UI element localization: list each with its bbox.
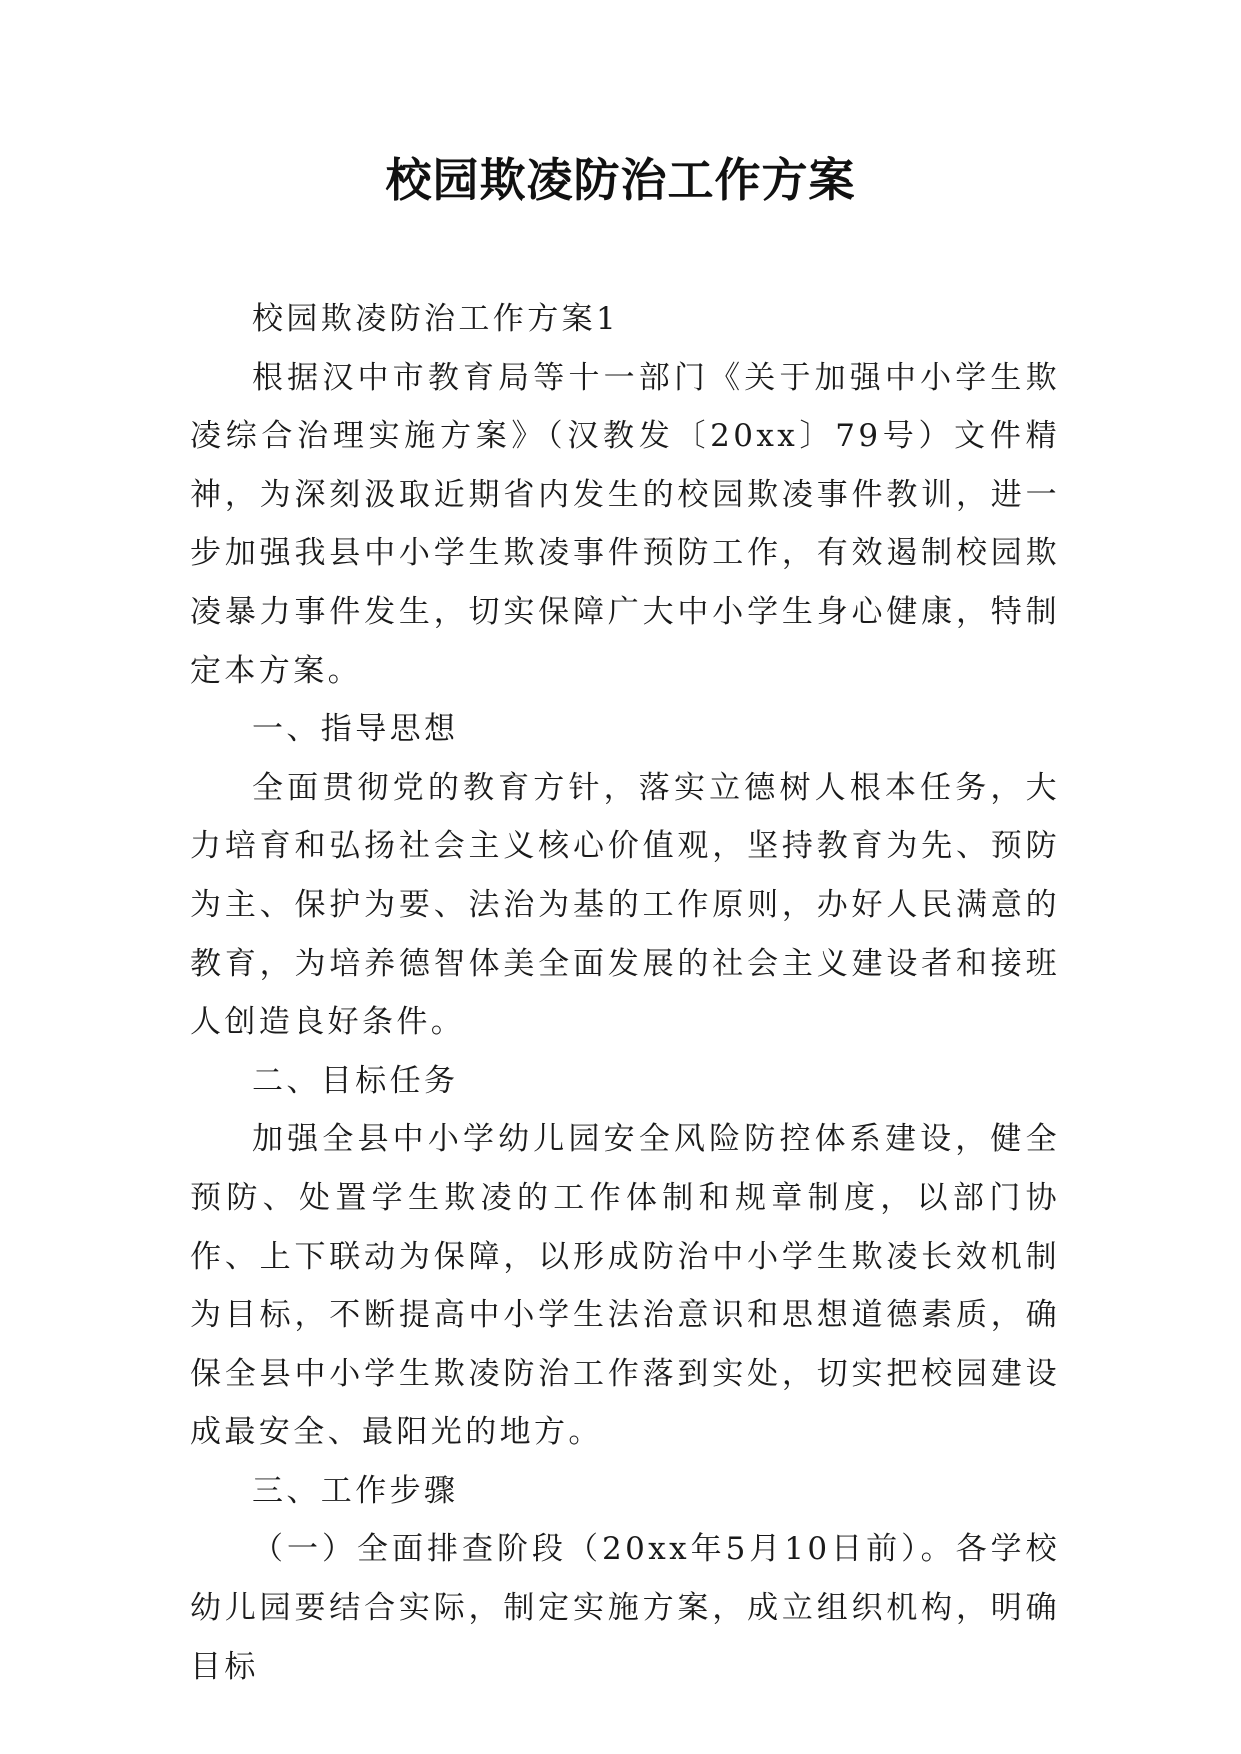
section-heading: 一、指导思想 [252, 711, 459, 748]
section-heading: 校园欺凌防治工作方案1 [252, 301, 620, 337]
section-heading: 三、工作步骤 [252, 1472, 459, 1509]
paragraph: 根据汉中市教育局等十一部门《关于加强中小学生欺凌综合治理实施方案》（汉教发〔20xx〕79号）文件精神，为深刻汲取近期省内发生的校园欺凌事件教训，进一步加强我县中小学生欺凌事件预防工作，有效遏制校园欺凌暴力事件发生，切实保障广大中小学生身心健康，特制定本方案。 [190, 359, 1060, 689]
document-title: 校园欺凌防治工作方案 [385, 153, 856, 207]
paragraph: （一）全面排查阶段（20xx年5月10日前）。各学校幼儿园要结合实际，制定实施方案，成立组织机构，明确目标 [190, 1531, 1060, 1685]
paragraph: 加强全县中小学幼儿园安全风险防控体系建设，健全预防、处置学生欺凌的工作体制和规章制度，以部门协作、上下联动为保障，以形成防治中小学生欺凌长效机制为目标，不断提高中小学生法治意识和思想道德素质，确保全县中小学生欺凌防治工作落到实处，切实把校园建设成最安全、最阳光的地方。 [190, 1121, 1060, 1451]
paragraph: 全面贯彻党的教育方针，落实立德树人根本任务，大力培育和弘扬社会主义核心价值观，坚持教育为先、预防为主、保护为要、法治为基的工作原则，办好人民满意的教育，为培养德智体美全面发展的社会主义建设者和接班人创造良好条件。 [190, 769, 1060, 1041]
document-body [190, 290, 1060, 1696]
section-heading: 二、目标任务 [252, 1062, 459, 1099]
